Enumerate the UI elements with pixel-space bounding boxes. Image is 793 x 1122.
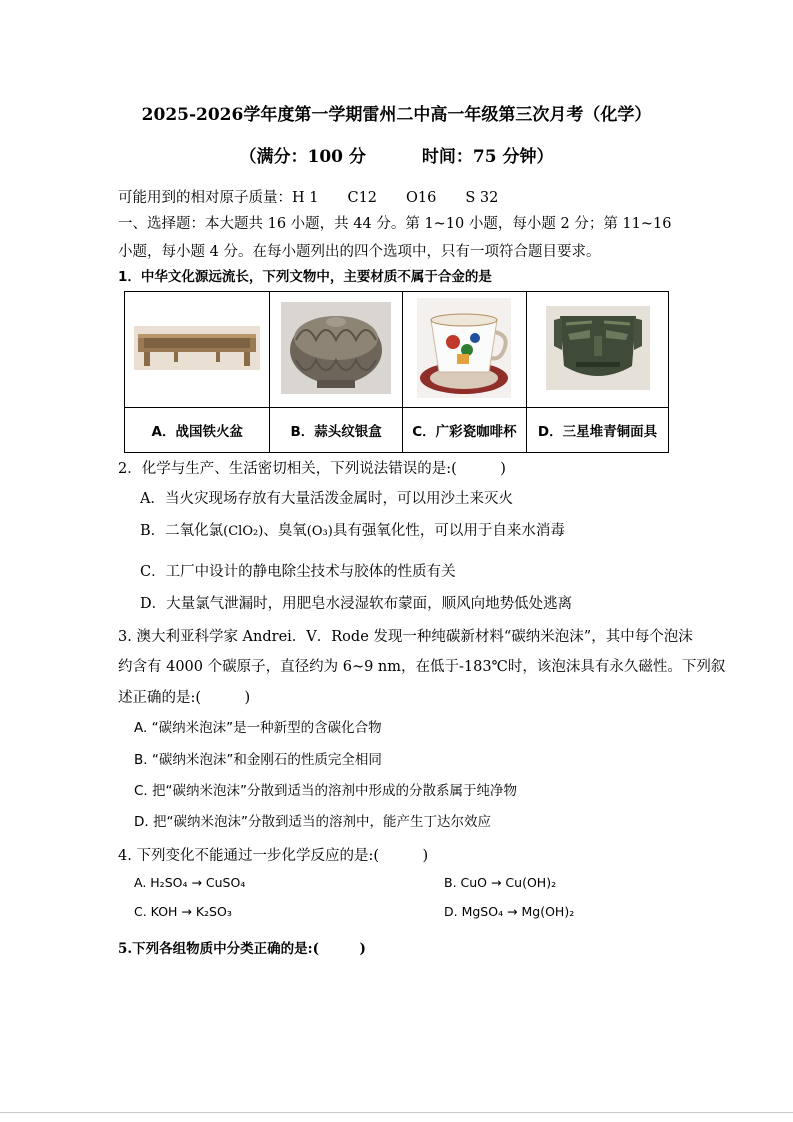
exam-title: 2025-2026学年度第一学期雷州二中高一年级第三次月考（化学） — [141, 105, 652, 125]
q4-option-a: A. H₂SO₄ → CuSO₄ — [134, 875, 246, 890]
silver-box-image — [281, 302, 391, 394]
q3-option-b: B. “碳纳米泡沫”和金刚石的性质完全相同 — [134, 752, 382, 768]
bronze-mask-image — [546, 306, 650, 390]
q1-image-b-cell — [270, 292, 402, 408]
q3-line3: 述正确的是:( ) — [118, 690, 251, 706]
q1-image-a-cell — [125, 292, 270, 408]
page-bottom-divider — [0, 1112, 793, 1113]
q2-b-post: 具有强氧化性，可以用于自来水消毒 — [332, 523, 565, 539]
q3-option-a: A. “碳纳米泡沫”是一种新型的含碳化合物 — [134, 720, 382, 736]
q3-line1: 3. 澳大利亚科学家 Andrei．V．Rode 发现一种纯碳新材料“碳纳米泡沫”，其中每个泡沫 — [118, 629, 693, 645]
q2-option-c: C．工厂中设计的静电除尘技术与胶体的性质有关 — [140, 564, 456, 580]
clo2-formula: (ClO₂) — [223, 524, 264, 539]
q2-b-mid: 、臭氧 — [263, 523, 307, 539]
full-score: （满分：100 分 — [239, 147, 366, 167]
atomic-masses: 可能用到的相对原子质量：H 1 C12 O16 S 32 — [118, 190, 499, 206]
q4-option-b: B. CuO → Cu(OH)₂ — [444, 875, 557, 890]
o3-text: O₃ — [311, 524, 328, 539]
q4-option-d: D. MgSO₄ → Mg(OH)₂ — [444, 904, 575, 919]
porcelain-cup-image — [417, 298, 511, 398]
q1-option-b: B．蒜头纹银盒 — [270, 408, 402, 453]
exam-time: 时间：75 分钟） — [421, 147, 554, 167]
q2-b-pre: B．二氧化氯 — [140, 523, 224, 539]
q3-option-d: D. 把“碳纳米泡沫”分散到适当的溶剂中，能产生丁达尔效应 — [134, 814, 491, 830]
q4-option-c: C. KOH → K₂SO₃ — [134, 904, 232, 919]
q2-stem: 2．化学与生产、生活密切相关，下列说法错误的是:( ) — [118, 461, 506, 477]
q1-option-c: C．广彩瓷咖啡杯 — [402, 408, 526, 453]
q2-option-b — [140, 519, 565, 540]
q3-option-c: C. 把“碳纳米泡沫”分散到适当的溶剂中形成的分散系属于纯净物 — [134, 783, 517, 799]
q2-option-d: D．大量氯气泄漏时，用肥皂水浸湿软布蒙面，顺风向地势低处逃离 — [140, 596, 573, 612]
q1-options-table — [124, 291, 669, 453]
q1-stem: 1．中华文化源远流长，下列文物中，主要材质不属于合金的是 — [118, 269, 492, 285]
q1-option-a: A．战国铁火盆 — [125, 408, 270, 453]
q1-option-d: D．三星堆青铜面具 — [527, 408, 669, 453]
q5-stem: 5.下列各组物质中分类正确的是:( ) — [118, 941, 366, 957]
q1-image-c-cell — [402, 292, 526, 408]
q4-stem: 4. 下列变化不能通过一步化学反应的是:( ) — [118, 848, 429, 864]
clo2-text: ClO₂ — [228, 524, 259, 539]
q2-option-a: A．当火灾现场存放有大量活泼金属时，可以用沙土来灭火 — [140, 491, 513, 507]
o3-formula: (O₃) — [306, 524, 333, 539]
exam-subtitle — [0, 142, 793, 167]
section1-line2: 小题，每小题 4 分。在每小题列出的四个选项中，只有一项符合题目要求。 — [118, 244, 601, 260]
q3-line2: 约含有 4000 个碳原子，直径约为 6~9 nm，在低于-183℃时，该泡沫具有永久磁性。下列叙 — [118, 659, 726, 675]
iron-brazier-image — [134, 326, 260, 370]
section1-line1: 一、选择题：本大题共 16 小题，共 44 分。第 1~10 小题，每小题 2 分；第 11~16 — [118, 216, 672, 232]
q1-image-d-cell — [527, 292, 669, 408]
